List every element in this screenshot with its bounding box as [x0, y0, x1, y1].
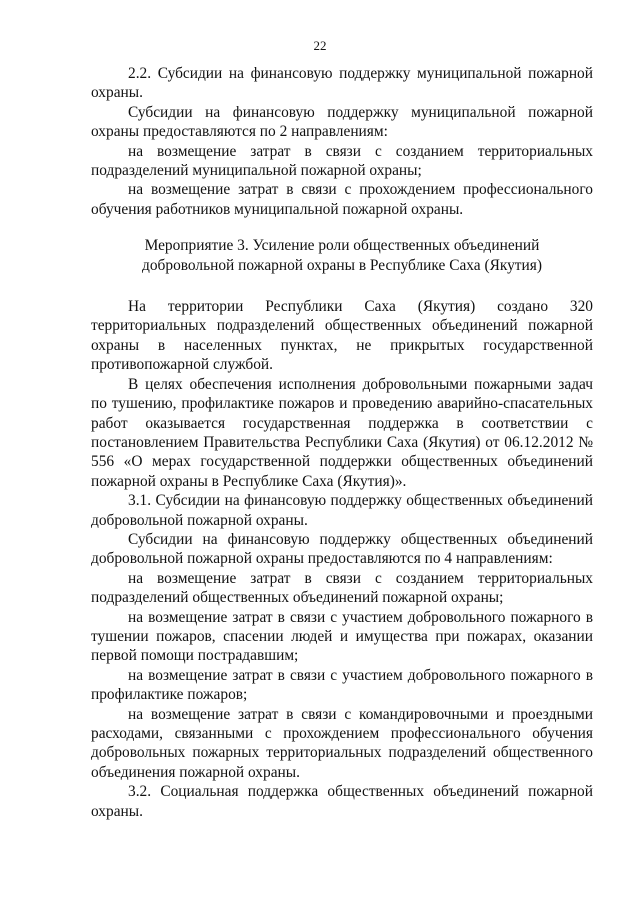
- paragraph-territory-units: На территории Республики Саха (Якутия) создано 320 территориальных подразделений общественных объединений пожарной охраны в населенных пунктах, не прикрытых государственной противопожарной службой.: [91, 298, 593, 374]
- paragraph-subsidy-2-2-title: 2.2. Субсидии на финансовую поддержку муниципальной пожарной охраны.: [91, 65, 593, 102]
- paragraph-social-support-3-2: 3.2. Социальная поддержка общественных объединений пожарной охраны.: [91, 783, 593, 820]
- page-number: 22: [313, 38, 327, 53]
- paragraph-subsidy-3-1-directions: Субсидии на финансовую поддержку общественных объединений добровольной пожарной охраны предоставляются по 4 направлениям:: [91, 530, 593, 568]
- paragraph-direction-firefighting: на возмещение затрат в связи с участием добровольного пожарного в тушении пожаров, спасении людей и имущества при пожарах, оказании первой помощи пострадавшим;: [91, 608, 593, 665]
- paragraph-subsidy-2-2-directions: Субсидии на финансовую поддержку муниципальной пожарной охраны предоставляются по 2 направлениям:: [91, 103, 593, 141]
- paragraph-state-support: В целях обеспечения исполнения добровольными пожарными задач по тушению, профилактике пожаров и проведению аварийно-спасательных работ оказывается государственная поддержка в соответствии с постановлением Правительства Республики Саха (Якутия) от 06.12.2012 № 556 «О мерах государственной поддержки общественных объединений пожарной охраны в Республике Саха (Якутия)».: [91, 375, 593, 490]
- paragraph-direction-units: на возмещение затрат в связи с созданием территориальных подразделений общественных объединений пожарной охраны;: [91, 569, 593, 607]
- paragraph-direction-prevention: на возмещение затрат в связи с участием добровольного пожарного в профилактике пожаров;: [91, 666, 593, 704]
- document-body: [91, 64, 593, 821]
- section-heading-measure-3: Мероприятие 3. Усиление роли общественных объединений добровольной пожарной охраны в Республике Саха (Якутия): [142, 237, 542, 274]
- paragraph-subsidy-3-1-title: 3.1. Субсидии на финансовую поддержку общественных объединений добровольной пожарной охраны.: [91, 492, 593, 529]
- paragraph-direction-creation: на возмещение затрат в связи с созданием территориальных подразделений муниципальной пожарной охраны;: [91, 142, 593, 180]
- paragraph-direction-travel: на возмещение затрат в связи с командировочными и проездными расходами, связанными с прохождением профессионального обучения добровольных пожарных территориальных подразделений общественного объединения пожарной охраны.: [91, 705, 593, 781]
- paragraph-direction-training: на возмещение затрат в связи с прохождением профессионального обучения работников муниципальной пожарной охраны.: [91, 181, 593, 218]
